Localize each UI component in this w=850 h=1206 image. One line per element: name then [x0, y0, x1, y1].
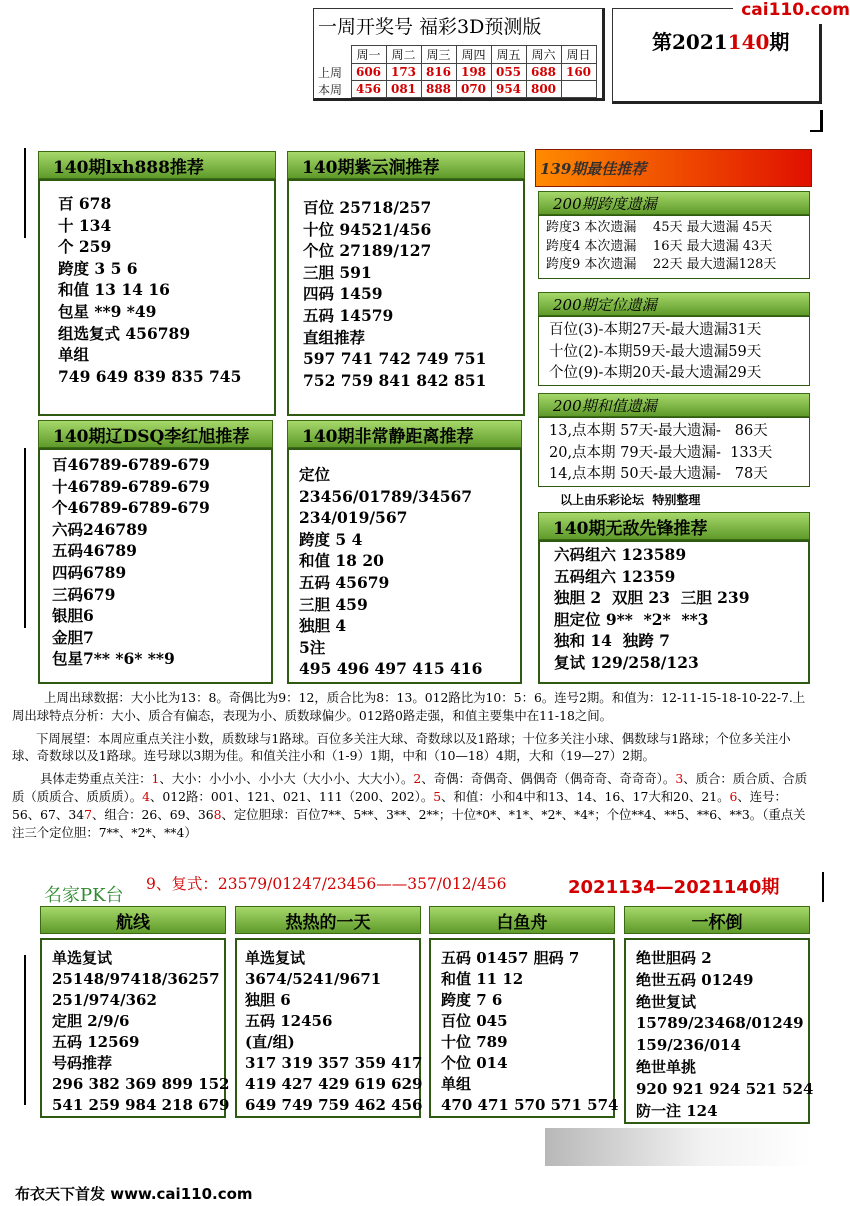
pk-col1-header: [40, 906, 226, 934]
this-week-number: 800: [526, 81, 561, 98]
this-week-number: 081: [386, 81, 421, 98]
analysis-index: 4: [142, 788, 150, 804]
pk-line: 和值 11 12: [441, 970, 524, 988]
last-week-number: 816: [421, 64, 456, 81]
analysis-index: 3: [675, 771, 684, 787]
pioneer-line: 六码组六 123589: [554, 545, 687, 564]
box1-line: 749 649 839 835 745: [58, 366, 242, 386]
box2-header: [287, 151, 525, 179]
this-week-label: 本周: [318, 82, 343, 97]
box3-line: 包星7** *6* **9: [52, 649, 175, 669]
pk-line: 绝世五码 01249: [636, 970, 754, 989]
analysis-index: 1: [151, 771, 160, 787]
box4-line: 三胆 459: [299, 594, 368, 614]
box4-line: 495 496 497 415 416: [299, 659, 483, 679]
pk-line: 541 259 984 218 679: [52, 1096, 230, 1114]
analysis-index: 7: [84, 806, 92, 822]
pk-line: 五码 12456: [245, 1012, 333, 1030]
analysis-text: 、连号：56、67、34: [12, 788, 787, 822]
box2-line: 四码 1459: [303, 284, 383, 304]
last-week-number: 055: [491, 64, 526, 81]
pk-line: 百位 045: [441, 1012, 508, 1030]
bottom-band: [545, 1128, 810, 1166]
day-header: 周五: [491, 46, 526, 64]
sum-miss-line: 14,点本期 50天-最大遗漏- 78天: [549, 466, 768, 482]
box3-title: 140期辽DSQ李红旭推荐: [53, 426, 250, 447]
box1-line: 十 134: [58, 215, 112, 235]
box2-line: 十位 94521/456: [303, 219, 432, 239]
pk-col4-title: 一杯倒: [691, 912, 743, 933]
box3-line: 三码679: [52, 584, 116, 604]
analysis-text: 、奇偶：奇偶奇、偶偶奇（偶奇奇、奇奇奇）。: [421, 771, 676, 787]
box1-line: 跨度 3 5 6: [58, 258, 138, 278]
pk-col3-body: [429, 938, 619, 1118]
pos-miss-line: 十位(2)-本期59天-最大遗漏59天: [549, 343, 762, 360]
pk-line: 号码推荐: [52, 1054, 113, 1072]
this-week-number: 888: [421, 81, 456, 98]
pioneer-title: 140期无敌先锋推荐: [553, 518, 708, 539]
sum-miss-line: 20,点本期 79天-最大遗漏- 133天: [549, 444, 773, 461]
pk-line: 159/236/014: [636, 1036, 741, 1055]
pos-miss-line: 百位(3)-本期27天-最大遗漏31天: [549, 322, 762, 338]
span-miss-header: [538, 191, 810, 215]
day-header: 周六: [526, 46, 561, 64]
last-week-number: 606: [351, 64, 386, 81]
sum-miss-body: [538, 417, 810, 487]
period-range: 2021134—2021140期: [568, 877, 780, 898]
box4-body: [287, 448, 522, 684]
pk-line: 个位 014: [441, 1054, 508, 1072]
pk-col4-header: [624, 906, 810, 934]
weekly-draw-table: [316, 45, 597, 98]
span-miss-title: 200期跨度遗漏: [553, 194, 657, 213]
box3-line: 十46789-6789-679: [52, 476, 210, 496]
pk-line: 防一注 124: [636, 1101, 718, 1120]
box2-line: 百位 25718/257: [303, 198, 432, 217]
pk-col1-body: [40, 938, 230, 1118]
last-week-number: 173: [386, 64, 421, 81]
box3-line: 四码6789: [52, 562, 127, 582]
box2-line: 五码 14579: [303, 305, 394, 325]
this-week-number: 456: [351, 81, 386, 98]
pk-label: 名家PK台: [44, 885, 124, 906]
sum-miss-line: 13,点本期 57天-最大遗漏- 86天: [549, 423, 768, 439]
box2-line: 三胆 591: [303, 262, 372, 282]
box1-line: 单组: [58, 345, 90, 365]
span-miss-line: 跨度9 本次遗漏 22天 最大遗漏128天: [546, 257, 777, 273]
this-week-number: 070: [456, 81, 491, 98]
analysis-paragraph: [12, 770, 812, 841]
box4-line: 跨度 5 4: [299, 529, 363, 549]
analysis-index: 5: [433, 788, 442, 804]
divider: [822, 872, 824, 902]
box2-line: 752 759 841 842 851: [303, 370, 487, 390]
pk-line: 920 921 924 521 524: [636, 1079, 814, 1098]
box2-body: [287, 179, 525, 416]
pk-line: 跨度 7 6: [441, 991, 503, 1009]
box3-line: 百46789-6789-679: [52, 455, 210, 474]
pk-col2-body: [235, 938, 421, 1118]
pk-line: 251/974/362: [52, 991, 157, 1009]
pioneer-header: [538, 512, 810, 540]
box4-line: 和值 18 20: [299, 551, 384, 571]
site-logo: [733, 0, 850, 24]
pioneer-body: [538, 540, 810, 684]
pioneer-line: 独和 14 独跨 7: [554, 631, 670, 651]
sum-miss-header: [538, 393, 810, 417]
period-prefix: 第2021: [652, 30, 728, 54]
analysis-paragraph: 上周出球数据：大小比为13：8。奇偶比为9：12，质合比为8：13。012路比为10：5：6。连号2期。和值为：12-11-15-18-10-22-7.上周出球特点分析：大小、质合有偏态，表现为小、质数球偏少。012路0路走强，和值主要集中在11-18之间。: [12, 690, 806, 723]
divider: [820, 110, 823, 132]
box4-line: 5注: [299, 637, 326, 657]
this-week-number: 954: [491, 81, 526, 98]
analysis-text: 具体走势重点关注：: [40, 771, 152, 787]
pioneer-line: 胆定位 9** *2* **3: [554, 609, 709, 629]
pioneer-line: 五码组六 12359: [554, 566, 676, 586]
period-label: [652, 26, 789, 55]
analysis-text: 、质合：质合质、合质质（质质合、质质质）。: [12, 771, 808, 804]
box2-title: 140期紫云涧推荐: [302, 157, 440, 178]
pk-col2-header: [235, 906, 421, 934]
pos-miss-line: 个位(9)-本期20天-最大遗漏29天: [549, 365, 762, 381]
pk-line: 15789/23468/01249: [636, 1014, 804, 1033]
day-header: 周三: [421, 46, 456, 64]
pk-col2-title: 热热的一天: [285, 912, 371, 933]
footer-text: 布衣天下首发 www.cai110.com: [15, 1185, 253, 1203]
box1-body: [38, 179, 276, 416]
sum-miss-note: 以上由乐彩论坛 特别整理: [560, 493, 701, 507]
pk-line: 五码 01457 胆码 7: [441, 949, 580, 967]
box2-line: 直组推荐: [303, 327, 366, 347]
sum-miss-title: 200期和值遗漏: [553, 396, 657, 415]
pk-line: 独胆 6: [245, 991, 291, 1009]
pk-col4-body: [624, 938, 814, 1124]
pk-line: 317 319 357 359 417: [245, 1054, 423, 1072]
box3-line: 个46789-6789-679: [52, 498, 210, 518]
analysis-text: 、大小：小小小、小小大（大小小、大大小）。: [159, 771, 414, 787]
box4-line: 23456/01789/34567: [299, 486, 473, 506]
box3-header: [38, 420, 273, 448]
pk-line: 单组: [441, 1075, 472, 1093]
best-recommend-title: 139期最佳推荐: [540, 159, 647, 178]
pos-miss-header: [538, 292, 810, 316]
best-recommend-banner: [535, 149, 812, 187]
box1-header: [38, 151, 276, 179]
box3-line: 金胆7: [52, 627, 94, 647]
header-title: 一周开奖号 福彩3D预测版: [318, 16, 542, 38]
last-week-number: 198: [456, 64, 491, 81]
box3-line: 五码46789: [52, 541, 137, 561]
divider: [24, 955, 26, 1105]
analysis-index: 6: [729, 788, 738, 804]
span-miss-body: [538, 215, 810, 279]
pk-line: 3674/5241/9671: [245, 970, 382, 988]
span-miss-line: 跨度4 本次遗漏 16天 最大遗漏 43天: [546, 238, 773, 254]
day-header: 周日: [561, 46, 596, 64]
divider: [24, 148, 26, 238]
pioneer-line: 复试 129/258/123: [554, 652, 699, 672]
divider: [810, 130, 823, 132]
analysis-text: 、012路：001、121、021、111（200、202）。: [150, 788, 434, 804]
pk-line: 绝世复试: [636, 992, 697, 1011]
last-week-label: 上周: [318, 65, 343, 80]
analysis-index: 2: [413, 771, 422, 787]
pk-line: 十位 789: [441, 1033, 508, 1051]
box1-line: 包星 **9 *49: [58, 301, 157, 321]
pk-line: 419 427 429 619 629: [245, 1075, 423, 1093]
box1-line: 和值 13 14 16: [58, 280, 170, 300]
pk-col3-title: 白鱼舟: [496, 912, 548, 933]
last-week-number: 160: [561, 64, 596, 81]
analysis-text: 、组合：26、69、36: [91, 806, 214, 822]
this-week-number: [561, 81, 596, 98]
day-header: 周四: [456, 46, 491, 64]
pk-line: 绝世单挑: [636, 1057, 697, 1076]
box1-title: 140期lxh888推荐: [53, 157, 204, 178]
pos-miss-body: [538, 316, 810, 386]
box4-header: [287, 420, 522, 448]
pk-line: 定胆 2/9/6: [52, 1012, 130, 1030]
pk-line: 296 382 369 899 152: [52, 1075, 230, 1093]
pioneer-line: 独胆 2 双胆 23 三胆 239: [554, 588, 750, 608]
box1-line: 个 259: [58, 237, 112, 257]
box3-line: 六码246789: [52, 519, 148, 539]
box2-line: 个位 27189/127: [303, 241, 432, 261]
pk-line: 绝世胆码 2: [636, 949, 712, 967]
box4-line: 独胆 4: [299, 616, 347, 636]
box4-title: 140期非常静距离推荐: [302, 426, 474, 447]
pk-line: 单选复试: [245, 949, 306, 967]
box3-body: [38, 448, 273, 684]
analysis-paragraph: 下周展望：本周应重点关注小数，质数球与1路球。百位多关注大球、奇数球以及1路球；十位多关注小球、偶数球与1路球；个位多关注小球、奇数球以及1路球。连号球以3期为佳。和值关注小和（1-9）1期，中和（10—18）4期，大和（19—27）2期。: [12, 730, 791, 764]
day-header: 周二: [386, 46, 421, 64]
analysis-text: 、和值：小和4中和13、14、16、17大和20、21。: [441, 788, 730, 804]
period-suffix: 期: [769, 30, 790, 54]
logo-text: cai110.com: [741, 0, 850, 20]
duplex-line: 9、复式：23579/01247/23456——357/012/456: [146, 875, 507, 893]
box1-line: 百 678: [58, 194, 112, 213]
box4-line: 234/019/567: [299, 508, 408, 528]
pk-line: 25148/97418/36257: [52, 970, 220, 988]
pk-line: 470 471 570 571 574: [441, 1096, 619, 1114]
box4-line: 五码 45679: [299, 572, 390, 592]
day-header: 周一: [351, 46, 386, 64]
analysis-section: [12, 689, 812, 841]
last-week-number: 688: [526, 64, 561, 81]
pk-line: 五码 12569: [52, 1033, 140, 1051]
divider: [24, 448, 26, 628]
box2-line: 597 741 742 749 751: [303, 349, 487, 369]
pk-line: (直/组): [245, 1033, 295, 1051]
box1-line: 组选复式 456789: [58, 323, 191, 343]
box4-line: 定位: [299, 465, 331, 484]
pk-col3-header: [429, 906, 615, 934]
period-number: 140: [727, 30, 770, 54]
span-miss-line: 跨度3 本次遗漏 45天 最大遗漏 45天: [546, 220, 773, 235]
analysis-text: 、定位胆球：百位7**、5**、3**、2**；十位*0*、*1*、*2*、*4*；个位**4、**5、**6、**3。（重点关注三个定位胆：7**、*2*、**4）: [12, 806, 806, 840]
pk-line: 649 749 759 462 456: [245, 1096, 423, 1114]
pos-miss-title: 200期定位遗漏: [553, 295, 657, 314]
pk-col1-title: 航线: [116, 912, 150, 933]
analysis-index: 8: [213, 806, 222, 822]
box3-line: 银胆6: [52, 606, 94, 626]
pk-line: 单选复试: [52, 949, 113, 967]
